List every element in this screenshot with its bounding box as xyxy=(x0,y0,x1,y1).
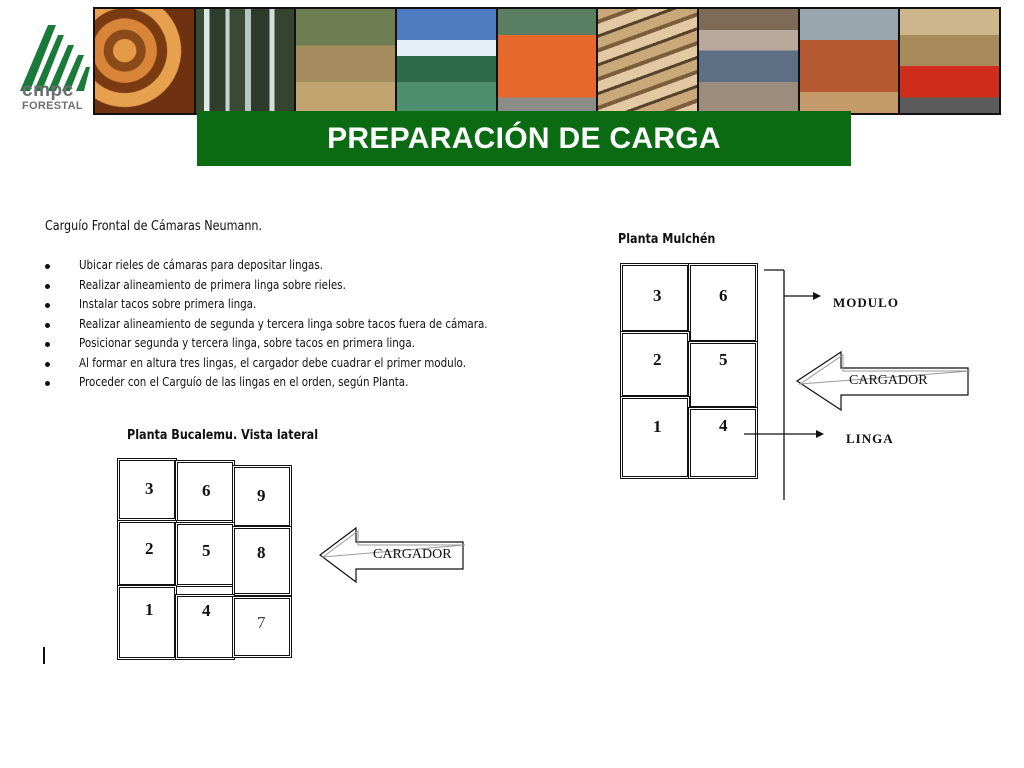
bucalemu-cell: 1 xyxy=(117,585,177,660)
mulchen-cell: 6 xyxy=(688,263,758,343)
sawmill-photo xyxy=(699,9,798,113)
text-cursor-icon xyxy=(43,647,45,664)
page-title: PREPARACIÓN DE CARGA xyxy=(327,121,721,155)
bullet-icon xyxy=(45,264,50,269)
bucalemu-cell: 3 xyxy=(117,458,177,521)
pine-tops-photo xyxy=(397,9,496,113)
mulchen-cell: 1 xyxy=(620,396,690,479)
forest-road-photo xyxy=(196,9,295,113)
bullet-icon xyxy=(45,342,50,347)
bucalemu-cell: 9 xyxy=(232,465,292,528)
bucalemu-cell: 5 xyxy=(175,522,235,587)
lumber-yard-photo xyxy=(800,9,899,113)
bullet-icon xyxy=(45,362,50,367)
bucalemu-cell: 4 xyxy=(175,594,235,660)
bucalemu-cell: 7 xyxy=(232,596,292,658)
mulchen-cargador-label: CARGADOR xyxy=(849,373,928,388)
mulchen-cell: 4 xyxy=(688,407,758,479)
bullet-icon xyxy=(45,284,50,289)
logo-name: cmpc xyxy=(22,80,74,101)
workers-photo xyxy=(498,9,597,113)
procedure-heading: Carguío Frontal de Cámaras Neumann. xyxy=(45,219,263,234)
bucalemu-cargador-label: CARGADOR xyxy=(373,547,452,562)
mulchen-cell: 2 xyxy=(620,331,690,398)
photo-banner xyxy=(93,7,1001,115)
deer-forest-photo xyxy=(296,9,395,113)
forklift-photo xyxy=(900,9,999,113)
bullet-icon xyxy=(45,323,50,328)
bucalemu-cell: 8 xyxy=(232,526,292,596)
bucalemu-cell: 2 xyxy=(117,520,177,587)
bullet-icon xyxy=(45,303,50,308)
logo-subname: FORESTAL xyxy=(22,100,83,112)
log-stacks-photo xyxy=(598,9,697,113)
bullet-icon xyxy=(45,381,50,386)
pine-cone-photo xyxy=(95,9,194,113)
title-bar xyxy=(197,111,851,166)
bucalemu-cell: 6 xyxy=(175,460,235,523)
mulchen-cell: 3 xyxy=(620,263,690,333)
modulo-label: MODULO xyxy=(833,295,899,310)
bucalemu-grid xyxy=(117,458,292,660)
mulchen-caption: Planta Mulchén xyxy=(618,232,716,247)
linga-label: LINGA xyxy=(846,431,894,446)
bucalemu-caption: Planta Bucalemu. Vista lateral xyxy=(127,428,319,443)
mulchen-cell: 5 xyxy=(688,341,758,409)
